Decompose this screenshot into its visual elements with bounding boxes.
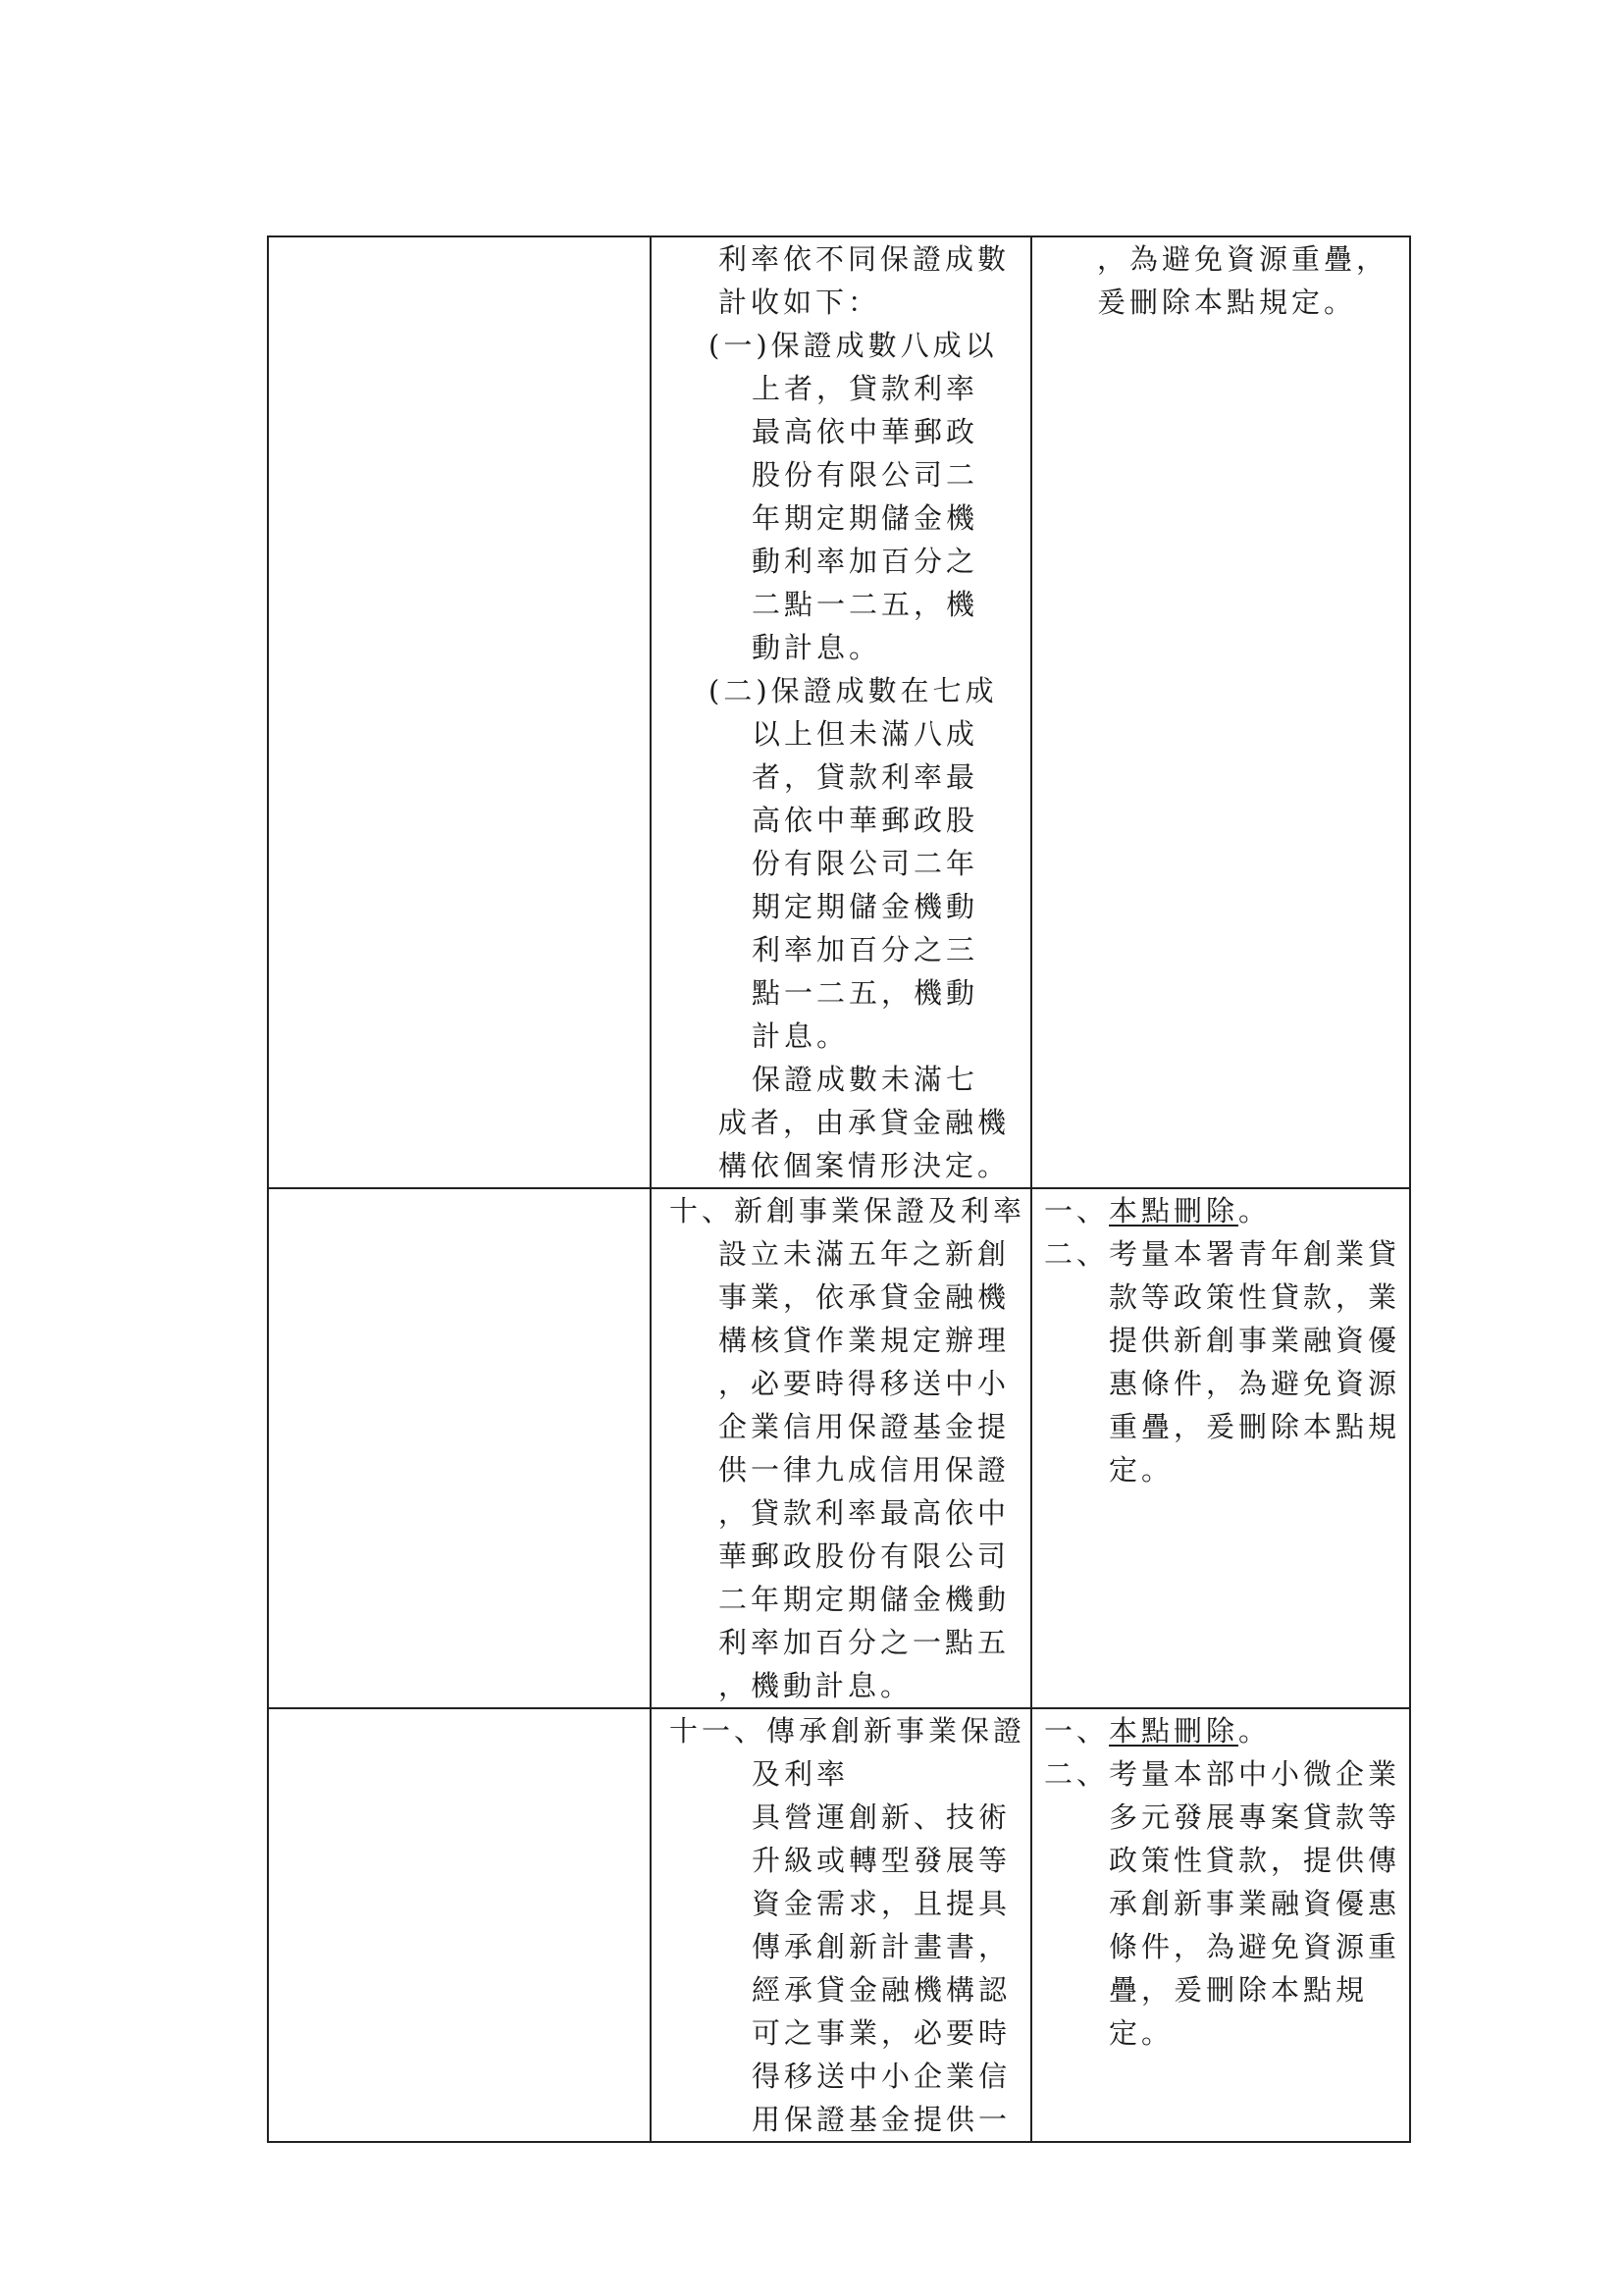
text-line: ，機動計息。 [718,1669,914,1702]
text-line: ，必要時得移送中小 [718,1367,1011,1400]
text-line: 二年期定期儲金機動 [718,1583,1011,1616]
text-line: 資金需求，且提具 [752,1887,1012,1920]
explanation-cell [1031,1188,1410,1708]
text-line: 利率依不同保證成數 [718,242,1011,276]
text-line: 升級或轉型發展等 [752,1844,1012,1877]
text-line: 保證成數未滿七 [752,1063,979,1096]
note-item-1 [1044,1709,1403,1752]
text-line: 以上但未滿八成 [752,717,979,751]
text-line: 爰刪除本點規定。 [1097,286,1357,319]
text-line: 點一二五，機動 [752,976,979,1010]
amended-provision-cell [268,1708,651,2142]
explanation-cell [1031,1708,1410,2142]
note-item-1 [1044,1189,1403,1232]
text-line: 提供新創事業融資優 [1109,1324,1401,1357]
amended-provision-cell [268,1188,651,1708]
current-provision-cell [651,1188,1031,1708]
punctuation: 。 [1238,1714,1272,1748]
table-row [268,1188,1410,1708]
text-line: 定。 [1109,2016,1175,2050]
text-line: 供一律九成信用保證 [718,1453,1011,1487]
text-line: 承創新事業融資優惠 [1109,1887,1401,1920]
text-line: 多元發展專案貸款等 [1109,1800,1401,1834]
text-line: 款等政策性貸款，業 [1109,1280,1401,1314]
text-line: 企業信用保證基金提 [718,1410,1011,1443]
text-line: 惠條件，為避免資源 [1109,1367,1401,1400]
table-row [268,1708,1410,2142]
text-line: 計息。 [752,1019,850,1053]
text-line: 份有限公司二年 [752,847,979,880]
text-line: 用保證基金提供一 [752,2103,1012,2136]
item-marker: 一、 [1044,1714,1110,1748]
text-line: ，貸款利率最高依中 [718,1496,1011,1530]
text-line: ，為避免資源重疊， [1097,242,1389,276]
text-line: 計收如下： [718,286,881,319]
text-line: (一)保證成數八成以 [708,329,998,362]
text-line: 構核貸作業規定辦理 [718,1324,1011,1357]
text-line: 政策性貸款，提供傳 [1109,1844,1401,1877]
item-marker: 一、 [1044,1194,1110,1227]
text-line: 條件，為避免資源重 [1109,1930,1401,1963]
article-heading: 十、新創事業保證及利率 [669,1194,1026,1227]
explanation-cell [1031,236,1410,1188]
text-line: 可之事業，必要時 [752,2016,1012,2050]
text-line: 高依中華郵政股 [752,804,979,837]
text-line: 重疊，爰刪除本點規 [1109,1410,1401,1443]
text-line: 成者，由承貸金融機 [718,1106,1011,1139]
text-line: 期定期儲金機動 [752,890,979,923]
current-provision-cell [651,1708,1031,2142]
text-line: 者，貸款利率最 [752,760,979,794]
text-line: 事業，依承貸金融機 [718,1280,1011,1314]
text-line: 具營運創新、技術 [752,1800,1012,1834]
note-item-2-head: 二、考量本署青年創業貸 [1044,1237,1401,1271]
text-line: 年期定期儲金機 [752,501,979,535]
text-line: 二點一二五，機 [752,588,979,621]
text-line: 華郵政股份有限公司 [718,1539,1011,1573]
current-provision-cell [651,236,1031,1188]
article-heading: 十一、傳承創新事業保證 [669,1714,1026,1748]
text-line: 動計息。 [752,631,882,664]
amended-provision-cell [268,236,651,1188]
article-heading-cont: 及利率 [752,1757,850,1791]
text-line: 設立未滿五年之新創 [718,1237,1011,1271]
text-line: 上者，貸款利率 [752,372,979,405]
text-line: 利率加百分之一點五 [718,1626,1011,1659]
text-line: 經承貸金融機構認 [752,1973,1012,2007]
deletion-label: 本點刪除 [1109,1194,1239,1227]
text-line: 動利率加百分之 [752,545,979,578]
text-line: 最高依中華郵政 [752,415,979,448]
text-line: 股份有限公司二 [752,458,979,492]
note-item-2-head: 二、考量本部中小微企業 [1044,1757,1401,1791]
text-line: (二)保證成數在七成 [708,674,998,707]
text-line: 利率加百分之三 [752,933,979,966]
text-line: 定。 [1109,1453,1175,1487]
punctuation: 。 [1238,1194,1272,1227]
text-line: 疊，爰刪除本點規 [1109,1973,1369,2007]
table-row [268,236,1410,1188]
comparison-table [267,235,1411,2143]
deletion-label: 本點刪除 [1109,1714,1239,1748]
text-line: 構依個案情形決定。 [718,1149,1011,1182]
text-line: 得移送中小企業信 [752,2060,1012,2093]
text-line: 傳承創新計畫書， [752,1930,1012,1963]
